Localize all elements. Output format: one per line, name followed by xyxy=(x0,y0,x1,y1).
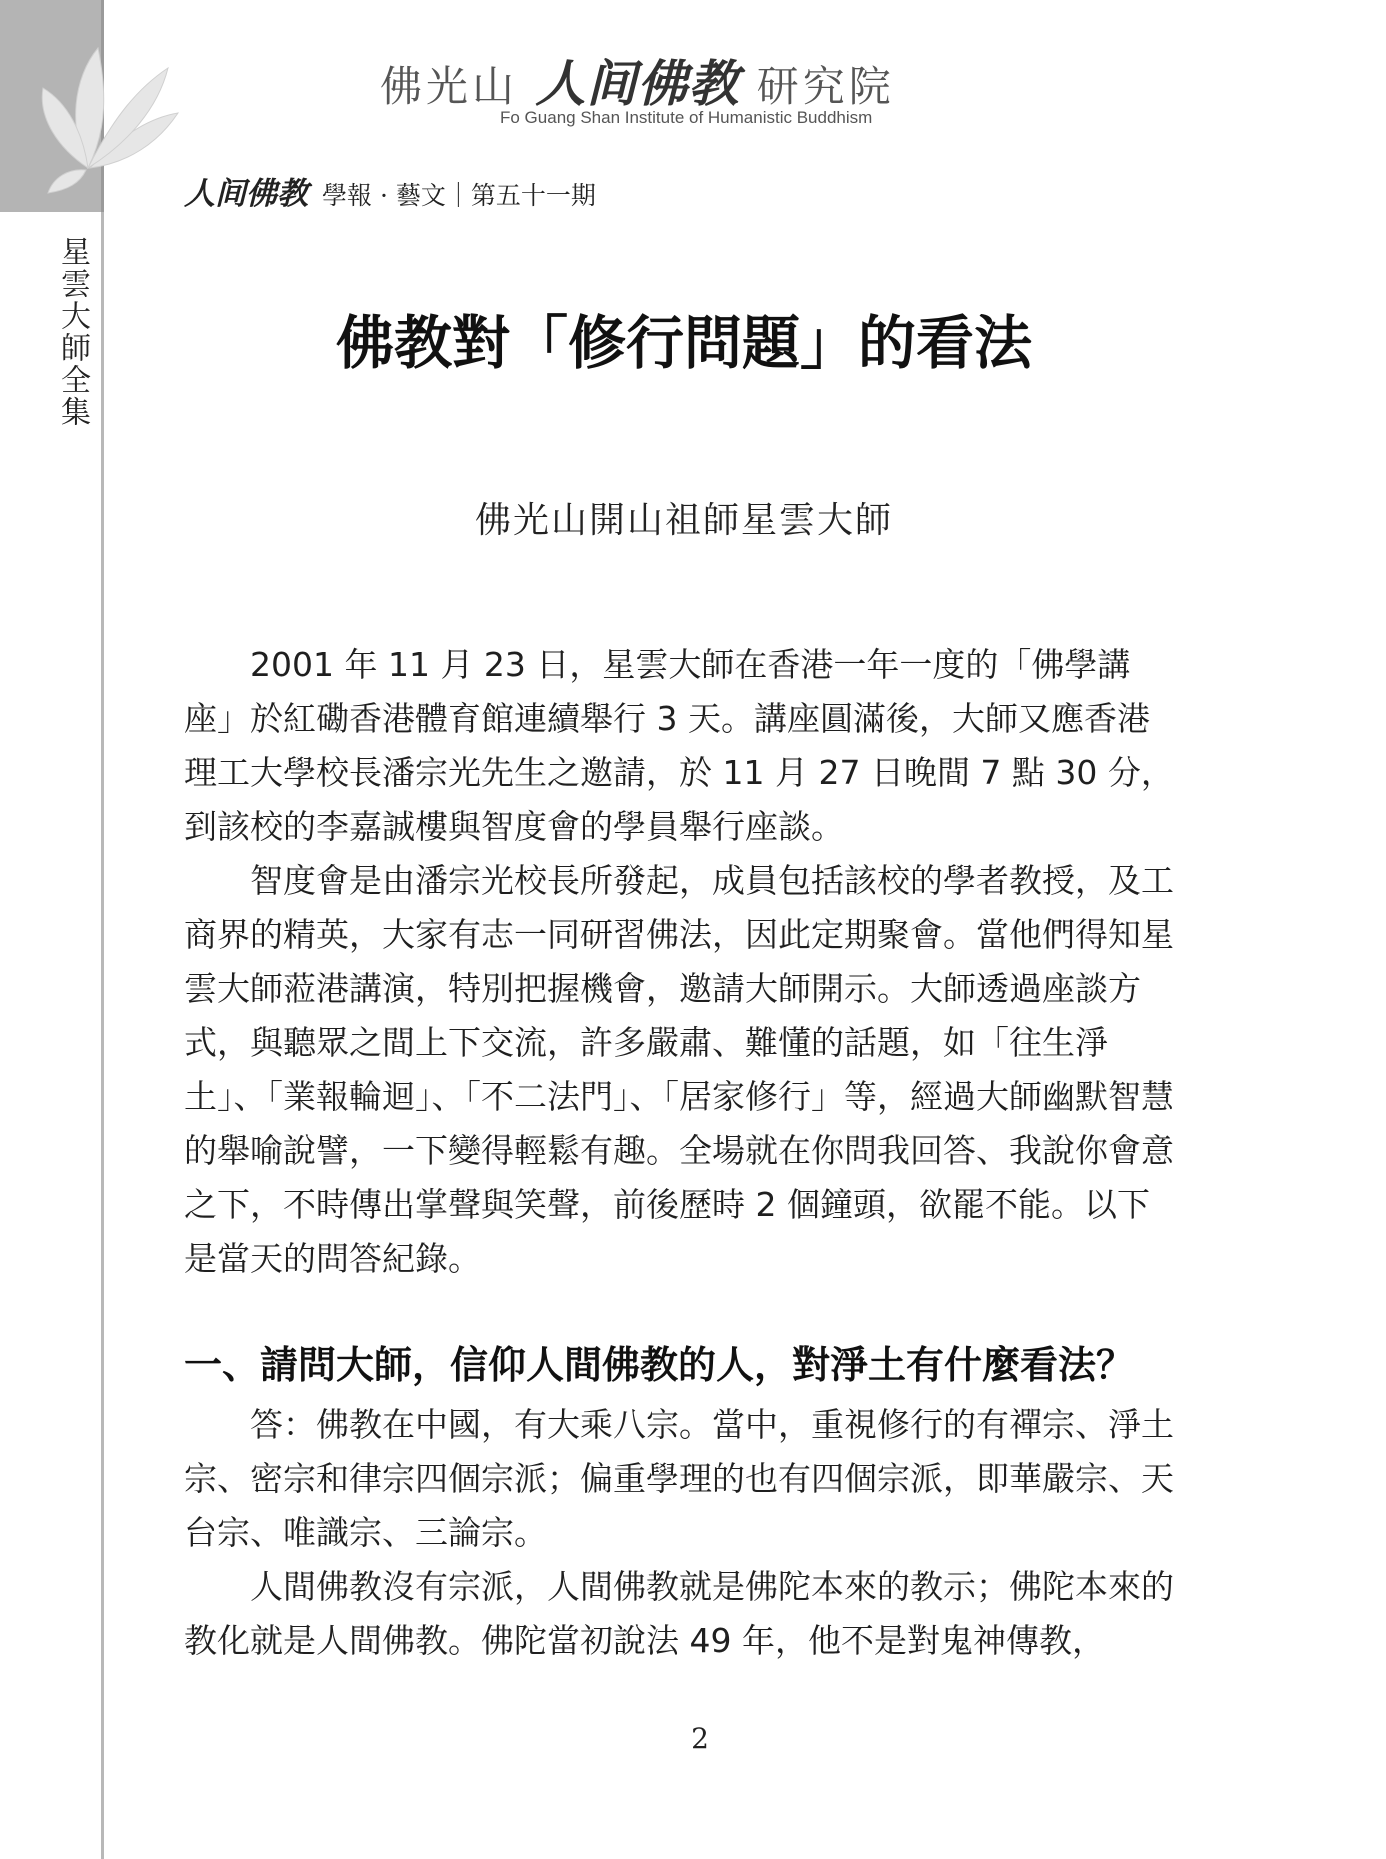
paragraph: 2001 年 11 月 23 日，星雲大師在香港一年一度的「佛學講座」於紅磡香港體育館連續舉行 3 天。講座圓滿後，大師又應香港理工大學校長潘宗光先生之邀請，於 11 月 27 日晚間 7 點 30 分，到該校的李嘉誠樓與智度會的學員舉行座談。 xyxy=(184,645,1174,846)
article-author: 佛光山開山祖師星雲大師 xyxy=(474,500,893,541)
side-margin-rule xyxy=(101,212,104,1859)
institute-name-english: Fo Guang Shan Institute of Humanistic Buddhism xyxy=(500,108,873,127)
institute-brand: 人间佛教 xyxy=(535,54,740,113)
institute-prefix: 佛光山 xyxy=(380,62,519,111)
lotus-logo-icon xyxy=(28,18,208,198)
journal-info-line xyxy=(184,168,784,213)
journal-brand: 人间佛教 xyxy=(184,176,308,212)
sidebar-vertical-title: 星雲大師全集 xyxy=(55,236,90,428)
article-body xyxy=(184,638,1174,1286)
section-body xyxy=(184,1398,1174,1668)
section-heading: 一、請問大師，信仰人間佛教的人，對淨土有什麼看法？ xyxy=(184,1342,1135,1387)
paragraph: 人間佛教沒有宗派，人間佛教就是佛陀本來的教示；佛陀本來的教化就是人間佛教。佛陀當初說法 49 年，他不是對鬼神傳教， xyxy=(184,1567,1174,1660)
paragraph: 智度會是由潘宗光校長所發起，成員包括該校的學者教授，及工商界的精英，大家有志一同研習佛法，因此定期聚會。當他們得知星雲大師蒞港講演，特別把握機會，邀請大師開示。大師透過座談方式，與聽眾之間上下交流，許多嚴肅、難懂的話題，如「往生淨土」、「業報輪迴」、「不二法門」、「居家修行」等，經過大師幽默智慧的舉喻說譬，一下變得輕鬆有趣。全場就在你問我回答、我說你會意之下，不時傳出掌聲與笑聲，前後歷時 2 個鐘頭，欲罷不能。以下是當天的問答紀錄。 xyxy=(184,861,1174,1278)
journal-info: 學報 · 藝文｜第五十一期 xyxy=(322,181,596,210)
institute-name-chinese xyxy=(380,44,1020,116)
institute-suffix: 研究院 xyxy=(756,62,895,111)
article-title: 佛教對「修行問題」的看法 xyxy=(335,309,1032,377)
page-number: 2 xyxy=(691,1722,709,1755)
paragraph: 答：佛教在中國，有大乘八宗。當中，重視修行的有禪宗、淨土宗、密宗和律宗四個宗派；偏重學理的也有四個宗派，即華嚴宗、天台宗、唯識宗、三論宗。 xyxy=(184,1405,1174,1552)
